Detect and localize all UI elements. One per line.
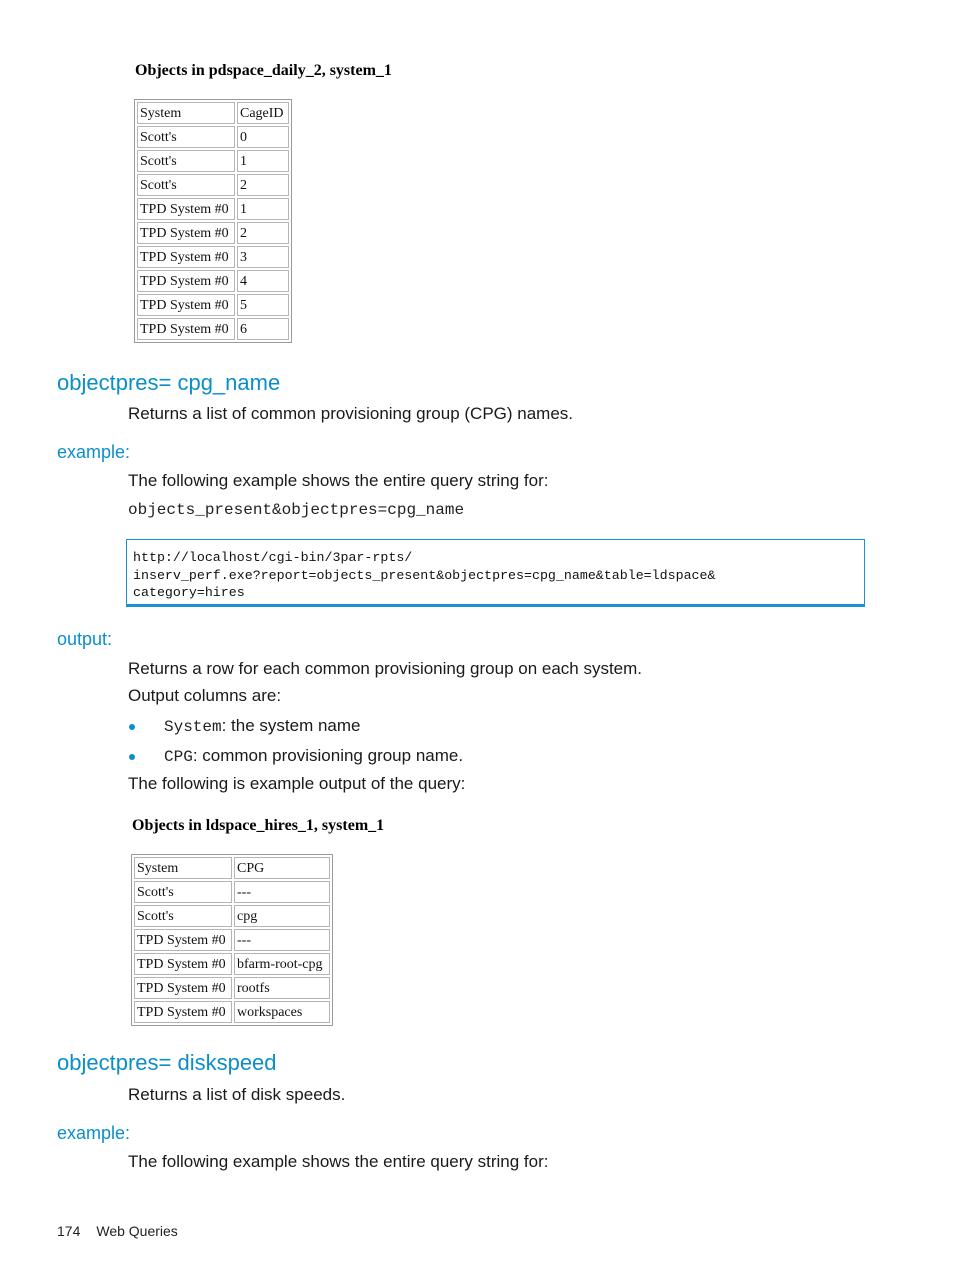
table-header-cell: CageID: [237, 102, 289, 124]
table-cell: TPD System #0: [137, 270, 235, 292]
table-cell: 2: [237, 222, 289, 244]
table-row: [134, 905, 330, 927]
section2-example-intro: The following example shows the entire query string for:: [128, 1152, 549, 1171]
table-cell: 3: [237, 246, 289, 268]
bullet-text: : the system name: [221, 716, 361, 735]
table-cell: 2: [237, 174, 289, 196]
table-row: [134, 977, 330, 999]
figure1-table: [134, 99, 292, 343]
table-cell: workspaces: [234, 1001, 330, 1023]
section1-output-line3: The following is example output of the query:: [128, 774, 466, 793]
table-cell: TPD System #0: [137, 318, 235, 340]
table-cell: bfarm-root-cpg: [234, 953, 330, 975]
table-cell: rootfs: [234, 977, 330, 999]
table-row: [134, 953, 330, 975]
table-header-cell: CPG: [234, 857, 330, 879]
page-footer: [57, 1223, 178, 1239]
bullet-code: CPG: [164, 748, 193, 766]
section1-output-heading: output:: [57, 629, 113, 649]
table-cell: TPD System #0: [134, 1001, 232, 1023]
table-cell: TPD System #0: [137, 246, 235, 268]
section1-description: Returns a list of common provisioning group (CPG) names.: [128, 404, 574, 423]
table-cell: 5: [237, 294, 289, 316]
section2-description: Returns a list of disk speeds.: [128, 1085, 346, 1104]
figure2-caption: Objects in ldspace_hires_1, system_1: [132, 817, 385, 834]
table-cell: TPD System #0: [134, 929, 232, 951]
table-header-cell: System: [137, 102, 235, 124]
bullet-item-cpg: [164, 746, 463, 766]
table-row: [137, 126, 289, 148]
table-cell: 0: [237, 126, 289, 148]
table-row: [134, 929, 330, 951]
table-header-cell: System: [134, 857, 232, 879]
table-cell: Scott's: [137, 174, 235, 196]
bullet-code: System: [164, 718, 222, 736]
footer-section-title: Web Queries: [96, 1223, 178, 1239]
table-row: [137, 198, 289, 220]
bullet-icon: [129, 724, 135, 730]
table-row: [137, 294, 289, 316]
table-row: [137, 174, 289, 196]
table-header-row: [134, 857, 330, 879]
table-cell: TPD System #0: [134, 977, 232, 999]
table-cell: 6: [237, 318, 289, 340]
code-line: category=hires: [133, 585, 245, 600]
table-cell: TPD System #0: [137, 294, 235, 316]
table-cell: cpg: [234, 905, 330, 927]
section1-example-intro: The following example shows the entire query string for:: [128, 471, 549, 490]
code-line: http://localhost/cgi-bin/3par-rpts/: [133, 550, 413, 565]
section1-output-line2: Output columns are:: [128, 686, 282, 705]
table-cell: ---: [234, 929, 330, 951]
section1-query-param: objects_present&objectpres=cpg_name: [128, 501, 465, 519]
section1-example-heading: example:: [57, 442, 131, 462]
table-cell: ---: [234, 881, 330, 903]
table-cell: Scott's: [134, 881, 232, 903]
table-cell: TPD System #0: [134, 953, 232, 975]
code-block: [126, 539, 865, 607]
page-number: 174: [57, 1223, 81, 1239]
table-cell: TPD System #0: [137, 198, 235, 220]
table-cell: 4: [237, 270, 289, 292]
table-cell: TPD System #0: [137, 222, 235, 244]
table-row: [137, 270, 289, 292]
table-cell: Scott's: [134, 905, 232, 927]
figure2-table: [131, 854, 333, 1026]
table-row: [137, 222, 289, 244]
code-line: inserv_perf.exe?report=objects_present&objectpres=cpg_name&table=ldspace&: [133, 567, 716, 583]
bullet-text: : common provisioning group name.: [192, 746, 464, 765]
table-cell: Scott's: [137, 150, 235, 172]
section1-output-line1: Returns a row for each common provisioning group on each system.: [128, 659, 643, 678]
table-row: [137, 318, 289, 340]
section1-heading: objectpres= cpg_name: [57, 370, 281, 395]
section2-heading: objectpres= diskspeed: [57, 1050, 277, 1075]
table-header-row: [137, 102, 289, 124]
section2-example-heading: example:: [57, 1123, 131, 1143]
table-row: [134, 1001, 330, 1023]
table-row: [137, 246, 289, 268]
bullet-item-system: [164, 716, 361, 736]
bullet-icon: [129, 754, 135, 760]
table-row: [134, 881, 330, 903]
table-cell: 1: [237, 198, 289, 220]
figure1-caption: Objects in pdspace_daily_2, system_1: [135, 62, 392, 79]
table-cell: Scott's: [137, 126, 235, 148]
table-cell: 1: [237, 150, 289, 172]
table-row: [137, 150, 289, 172]
